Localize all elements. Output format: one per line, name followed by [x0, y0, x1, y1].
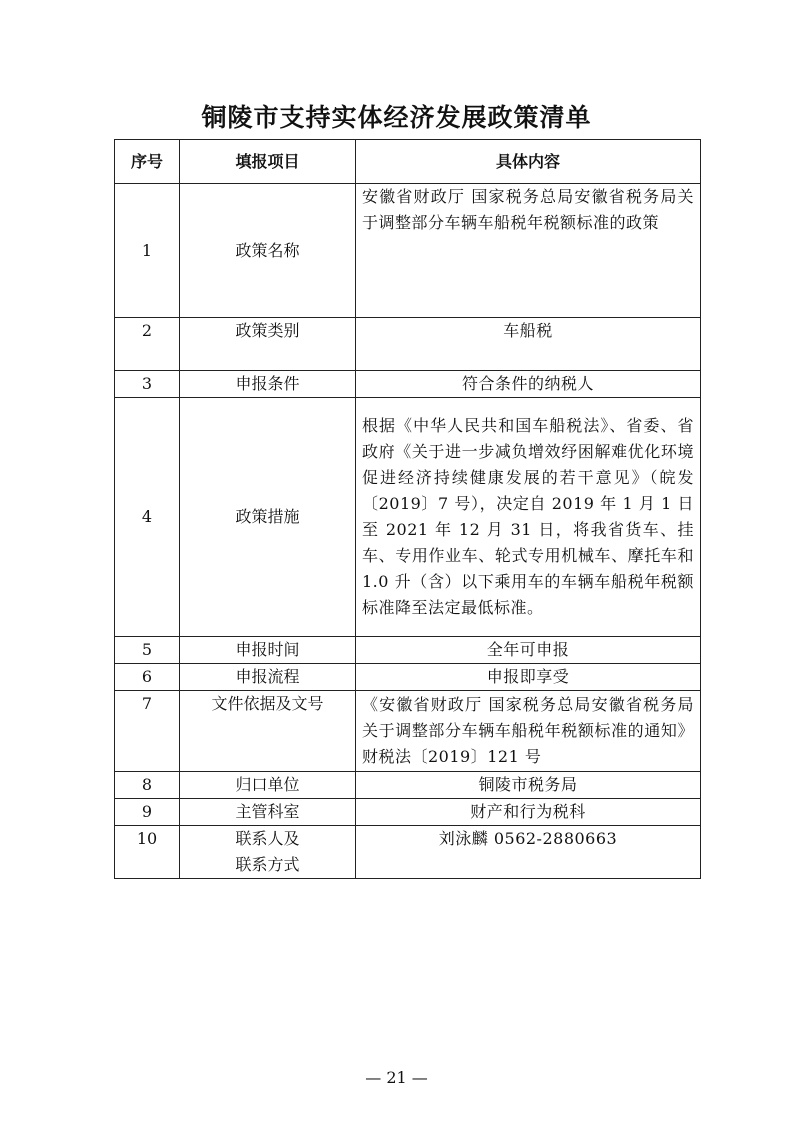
row-item: 申报时间: [180, 637, 356, 664]
table-row: [115, 826, 701, 879]
row-item: 申报流程: [180, 664, 356, 691]
row-item: 政策类别: [180, 318, 356, 371]
header-seq: 序号: [115, 140, 180, 184]
row-item: 政策名称: [180, 184, 356, 318]
page-number: — 21 —: [365, 1068, 428, 1087]
row-content: 财产和行为税科: [356, 799, 701, 826]
page-title: 铜陵市支持实体经济发展政策清单: [201, 103, 592, 132]
policy-table: [114, 139, 701, 879]
row-seq: 3: [115, 371, 180, 398]
row-content: 刘泳麟 0562-2880663: [356, 826, 701, 879]
table-row: [115, 371, 701, 398]
header-content: 具体内容: [356, 140, 701, 184]
row-seq: 4: [115, 398, 180, 637]
table-row: [115, 772, 701, 799]
table-header-row: [115, 140, 701, 184]
table-row: [115, 637, 701, 664]
header-item: 填报项目: [180, 140, 356, 184]
row-content: 车船税: [356, 318, 701, 371]
row-seq: 10: [115, 826, 180, 879]
row-content: 根据《中华人民共和国车船税法》、省委、省政府《关于进一步减负增效纾困解难优化环境促进经济持续健康发展的若干意见》（皖发〔2019〕7 号），决定自 2019 年 1 月 1 日至 2021 年 12 月 31 日，将我省货车、挂车、专用作业车、轮式专用机械车、摩托车和 1.0 升（含）以下乘用车的车辆车船税年税额标准降至法定最低标准。: [356, 398, 701, 637]
table-row: [115, 799, 701, 826]
row-item: 主管科室: [180, 799, 356, 826]
row-content: 全年可申报: [356, 637, 701, 664]
table-row: [115, 664, 701, 691]
table-row: [115, 318, 701, 371]
row-content: 符合条件的纳税人: [356, 371, 701, 398]
row-seq: 7: [115, 691, 180, 772]
row-content: 申报即享受: [356, 664, 701, 691]
row-seq: 8: [115, 772, 180, 799]
row-content: 《安徽省财政厅 国家税务总局安徽省税务局关于调整部分车辆车船税年税额标准的通知》财税法〔2019〕121 号: [356, 691, 701, 772]
row-item: 政策措施: [180, 398, 356, 637]
row-item: 归口单位: [180, 772, 356, 799]
row-item: 申报条件: [180, 371, 356, 398]
table-row: [115, 184, 701, 318]
row-seq: 1: [115, 184, 180, 318]
row-seq: 2: [115, 318, 180, 371]
table-row: [115, 398, 701, 637]
row-seq: 5: [115, 637, 180, 664]
row-content: 铜陵市税务局: [356, 772, 701, 799]
row-seq: 6: [115, 664, 180, 691]
row-item: 文件依据及文号: [180, 691, 356, 772]
row-content: 安徽省财政厅 国家税务总局安徽省税务局关于调整部分车辆车船税年税额标准的政策: [356, 184, 701, 318]
row-item: 联系人及联系方式: [180, 826, 356, 879]
row-seq: 9: [115, 799, 180, 826]
table-row: [115, 691, 701, 772]
